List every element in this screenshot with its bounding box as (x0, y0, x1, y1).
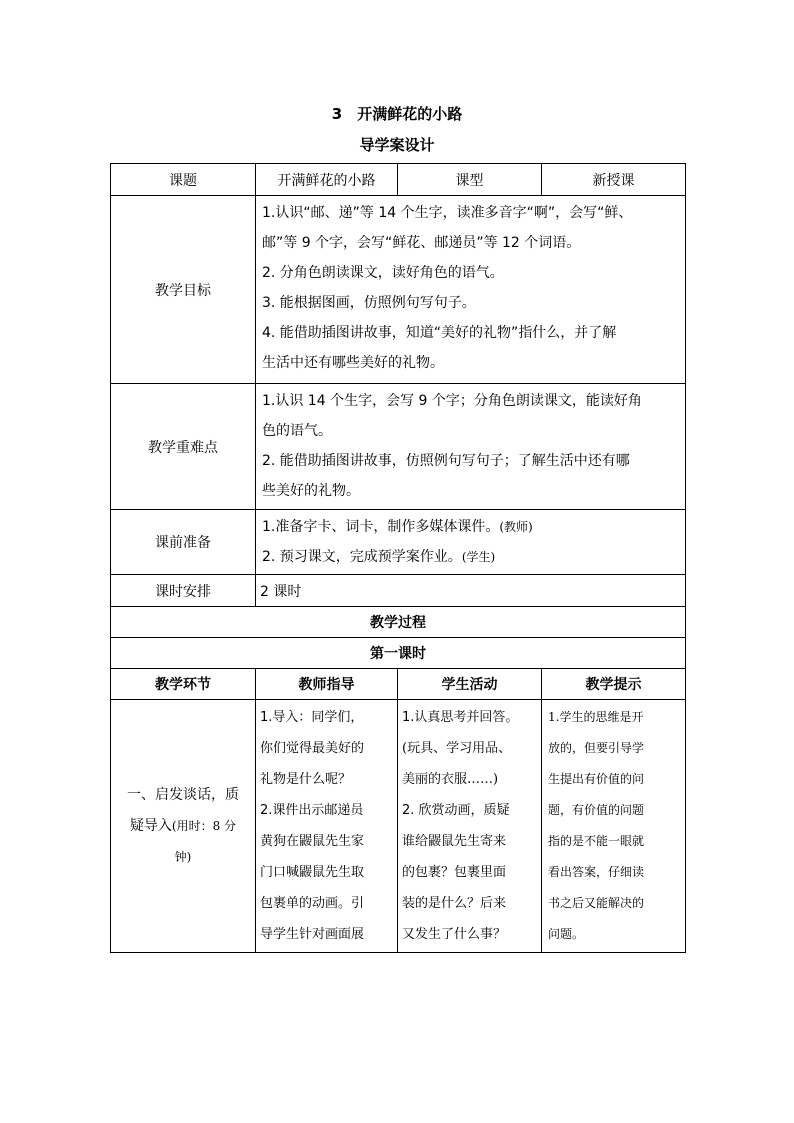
student-line: 又发生了什么事？ (402, 927, 507, 942)
student-line: 1.认真思考并回答。 (402, 710, 519, 725)
stage-duration-note: (用时：8 分 (171, 818, 237, 833)
tips-line: 书之后又能解决的 (548, 896, 645, 910)
preparation-row (111, 510, 686, 575)
tips-line: 放的，但要引导学 (548, 741, 645, 755)
tips-line: 指的是不能一眼就 (548, 834, 645, 848)
tips-line: 1.学生的思维是开 (548, 710, 644, 724)
objectives-line: 1.认识“邮、递”等 14 个生字，读准多音字“啊”，会写“鲜、 (262, 205, 633, 221)
column-header-student: 学生活动 (398, 669, 542, 700)
schedule-label: 课时安排 (111, 575, 256, 607)
header-row (111, 164, 686, 196)
teacher-cell (256, 700, 398, 953)
teacher-line: 礼物是什么呢？ (260, 772, 352, 787)
objectives-label: 教学目标 (111, 196, 256, 384)
objectives-line: 生活中还有哪些美好的礼物。 (262, 355, 444, 371)
key-points-label: 教学重难点 (111, 384, 256, 510)
preparation-line-1: 1.准备字卡、词卡，制作多媒体课件。 (262, 519, 500, 535)
teacher-line: 门口喊鼹鼠先生取 (260, 865, 365, 880)
key-points-line: 1.认识 14 个生字，会写 9 个字；分角色朗读课文，能读好角 (262, 393, 642, 409)
column-header-row (111, 669, 686, 700)
teacher-line: 包裹单的动画。引 (260, 896, 365, 911)
process-title-row (111, 607, 686, 638)
topic-value: 开满鲜花的小路 (256, 164, 398, 196)
objectives-line: 邮”等 9 个字，会写“鲜花、邮递员”等 12 个词语。 (262, 235, 581, 251)
column-header-tips: 教学提示 (542, 669, 686, 700)
tips-line: 看出答案，仔细读 (548, 865, 645, 879)
preparation-line-1-note: (教师) (499, 520, 533, 534)
lesson-plan-table (110, 163, 686, 953)
student-note-line: 美丽的衣服……) (402, 772, 499, 787)
student-line: 谁给鼹鼠先生寄来 (402, 834, 507, 849)
student-line: 装的是什么？后来 (402, 896, 507, 911)
teacher-line: 2.课件出示邮递员 (260, 803, 364, 818)
document-subtitle: 导学案设计 (359, 136, 435, 154)
schedule-row (111, 575, 686, 607)
student-note-line: (玩具、学习用品、 (402, 741, 512, 756)
process-title: 教学过程 (111, 607, 686, 638)
stage-line: 疑导入 (129, 817, 172, 834)
objectives-row (111, 196, 686, 384)
key-points-line: 些美好的礼物。 (262, 483, 360, 499)
stage-line: 一、启发谈话，质 (127, 786, 239, 803)
key-points-line: 色的语气。 (262, 423, 332, 439)
tips-line: 问题。 (548, 927, 585, 941)
step-row (111, 700, 686, 953)
tips-cell (542, 700, 686, 953)
column-header-stage: 教学环节 (111, 669, 256, 700)
first-period-title: 第一课时 (111, 638, 686, 669)
teacher-line: 黄狗在鼹鼠先生家 (260, 834, 365, 849)
lesson-type-value: 新授课 (542, 164, 686, 196)
preparation-line-2: 2. 预习课文，完成预学案作业。 (262, 549, 462, 565)
document-title: 3 开满鲜花的小路 (331, 105, 463, 123)
stage-cell (111, 700, 256, 953)
teacher-line: 导学生针对画面展 (260, 927, 365, 942)
objectives-content (256, 196, 686, 384)
first-period-row (111, 638, 686, 669)
student-cell (398, 700, 542, 953)
lesson-type-label: 课型 (398, 164, 542, 196)
stage-duration-note-end: 钟) (174, 849, 192, 864)
student-line: 2. 欣赏动画，质疑 (402, 803, 510, 818)
teacher-line: 1.导入：同学们， (260, 710, 364, 725)
preparation-label: 课前准备 (111, 510, 256, 575)
topic-label: 课题 (111, 164, 256, 196)
tips-line: 题，有价值的问题 (548, 803, 645, 817)
key-points-line: 2. 能借助插图讲故事，仿照例句写句子；了解生活中还有哪 (262, 453, 630, 469)
objectives-line: 4. 能借助插图讲故事，知道“美好的礼物”指什么，并了解 (262, 325, 617, 341)
key-points-row (111, 384, 686, 510)
preparation-content (256, 510, 686, 575)
objectives-line: 3. 能根据图画，仿照例句写句子。 (262, 295, 476, 311)
schedule-value: 2 课时 (256, 575, 686, 607)
teacher-line: 你们觉得最美好的 (260, 741, 365, 756)
tips-line: 生提出有价值的问 (548, 772, 645, 786)
key-points-content (256, 384, 686, 510)
column-header-teacher: 教师指导 (256, 669, 398, 700)
preparation-line-2-note: (学生) (461, 550, 496, 564)
objectives-line: 2. 分角色朗读课文，读好角色的语气。 (262, 265, 504, 281)
student-line: 的包裹？包裹里面 (402, 865, 507, 880)
